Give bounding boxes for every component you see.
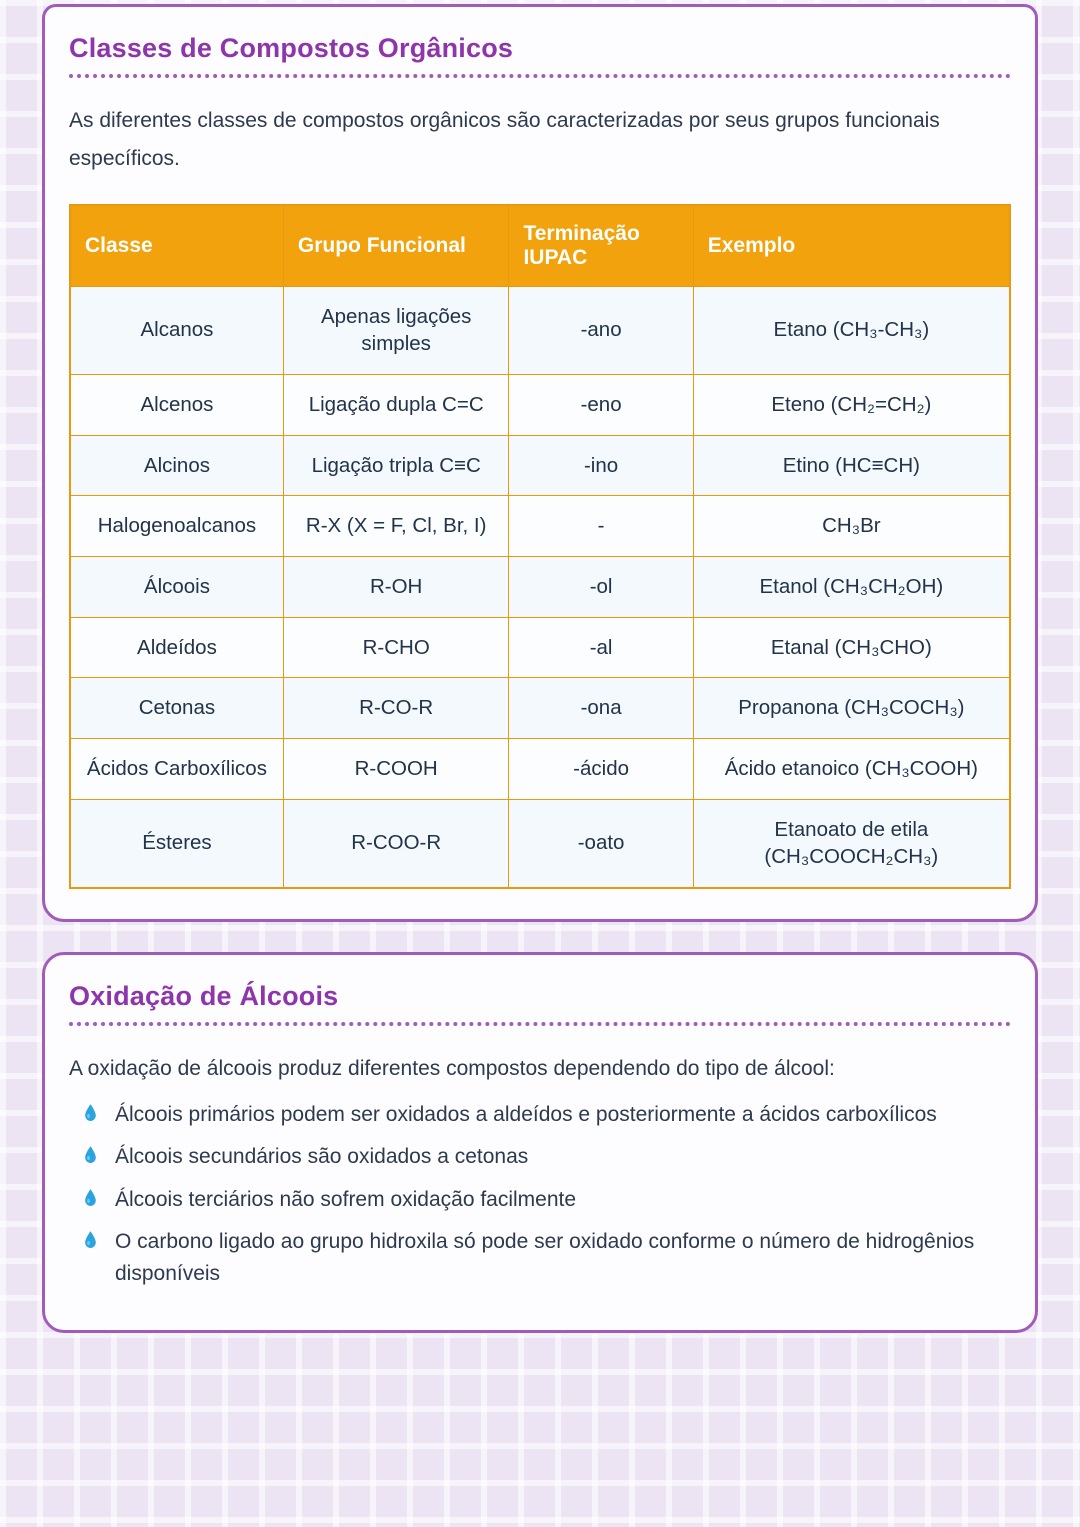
list-item bbox=[69, 1226, 1011, 1289]
cell-exemplo: CH₃Br bbox=[693, 496, 1010, 557]
cell-exemplo: Etanol (CH₃CH₂OH) bbox=[693, 556, 1010, 617]
table-row bbox=[70, 799, 1010, 888]
table-row bbox=[70, 435, 1010, 496]
table-row bbox=[70, 496, 1010, 557]
cell-classe: Alcanos bbox=[70, 286, 283, 374]
cell-grupo: R-COO-R bbox=[283, 799, 509, 888]
cell-grupo: R-CHO bbox=[283, 617, 509, 678]
cell-exemplo: Ácido etanoico (CH₃COOH) bbox=[693, 738, 1010, 799]
header-exemplo: Exemplo bbox=[693, 205, 1010, 287]
cell-grupo: R-OH bbox=[283, 556, 509, 617]
list-item bbox=[69, 1184, 1011, 1216]
card-title: Classes de Compostos Orgânicos bbox=[69, 33, 514, 63]
droplet-icon bbox=[81, 1099, 99, 1124]
droplet-icon bbox=[81, 1226, 99, 1251]
cell-classe: Aldeídos bbox=[70, 617, 283, 678]
compounds-table bbox=[69, 204, 1011, 889]
bullet-text: Álcoois primários podem ser oxidados a aldeídos e posteriormente a ácidos carboxílicos bbox=[115, 1102, 937, 1126]
cell-exemplo: Etanoato de etila (CH₃COOCH₂CH₃) bbox=[693, 799, 1010, 888]
cell-classe: Halogenoalcanos bbox=[70, 496, 283, 557]
cell-classe: Álcoois bbox=[70, 556, 283, 617]
header-classe: Classe bbox=[70, 205, 283, 287]
cell-terminacao: - bbox=[509, 496, 693, 557]
table-row bbox=[70, 678, 1010, 739]
bullet-text: Álcoois terciários não sofrem oxidação facilmente bbox=[115, 1187, 577, 1211]
cell-classe: Alcinos bbox=[70, 435, 283, 496]
cell-grupo: R-X (X = F, Cl, Br, I) bbox=[283, 496, 509, 557]
bullet-list bbox=[69, 1099, 1011, 1290]
header-terminacao-iupac: Terminação IUPAC bbox=[509, 205, 693, 287]
bullet-text: Álcoois secundários são oxidados a cetonas bbox=[115, 1145, 529, 1169]
cell-terminacao: -ano bbox=[509, 286, 693, 374]
cell-classe: Alcenos bbox=[70, 374, 283, 435]
cell-grupo: Ligação tripla C≡C bbox=[283, 435, 509, 496]
cell-classe: Cetonas bbox=[70, 678, 283, 739]
cell-exemplo: Propanona (CH₃COCH₃) bbox=[693, 678, 1010, 739]
intro-text: A oxidação de álcoois produz diferentes compostos dependendo do tipo de álcool: bbox=[69, 1056, 835, 1080]
cell-grupo: R-COOH bbox=[283, 738, 509, 799]
cell-grupo: Apenas ligações simples bbox=[283, 286, 509, 374]
cell-exemplo: Eteno (CH₂=CH₂) bbox=[693, 374, 1010, 435]
list-item bbox=[69, 1141, 1011, 1173]
cell-terminacao: -ona bbox=[509, 678, 693, 739]
intro-text: As diferentes classes de compostos orgânicos são caracterizadas por seus grupos funcionais específicos. bbox=[69, 109, 940, 170]
table-header-row bbox=[70, 205, 1010, 287]
cell-exemplo: Etino (HC≡CH) bbox=[693, 435, 1010, 496]
table-row bbox=[70, 617, 1010, 678]
card-title: Oxidação de Álcoois bbox=[69, 980, 339, 1011]
table-row bbox=[70, 374, 1010, 435]
card-oxidacao-alcoois bbox=[42, 952, 1038, 1333]
cell-classe: Ésteres bbox=[70, 799, 283, 888]
cell-terminacao: -ácido bbox=[509, 738, 693, 799]
cell-exemplo: Etanal (CH₃CHO) bbox=[693, 617, 1010, 678]
bullet-text: O carbono ligado ao grupo hidroxila só pode ser oxidado conforme o número de hidrogênios disponíveis bbox=[115, 1230, 975, 1285]
droplet-icon bbox=[81, 1184, 99, 1209]
table-row bbox=[70, 738, 1010, 799]
title-underline bbox=[69, 1022, 1011, 1026]
list-item bbox=[69, 1099, 1011, 1131]
table-row bbox=[70, 556, 1010, 617]
cell-terminacao: -ol bbox=[509, 556, 693, 617]
header-grupo-funcional: Grupo Funcional bbox=[283, 205, 509, 287]
cell-grupo: R-CO-R bbox=[283, 678, 509, 739]
cell-terminacao: -ino bbox=[509, 435, 693, 496]
cell-terminacao: -eno bbox=[509, 374, 693, 435]
cell-classe: Ácidos Carboxílicos bbox=[70, 738, 283, 799]
cell-terminacao: -al bbox=[509, 617, 693, 678]
table-row bbox=[70, 286, 1010, 374]
title-underline bbox=[69, 74, 1011, 78]
cell-grupo: Ligação dupla C=C bbox=[283, 374, 509, 435]
card-classes-compostos bbox=[42, 4, 1038, 922]
cell-terminacao: -oato bbox=[509, 799, 693, 888]
droplet-icon bbox=[81, 1141, 99, 1166]
cell-exemplo: Etano (CH₃-CH₃) bbox=[693, 286, 1010, 374]
